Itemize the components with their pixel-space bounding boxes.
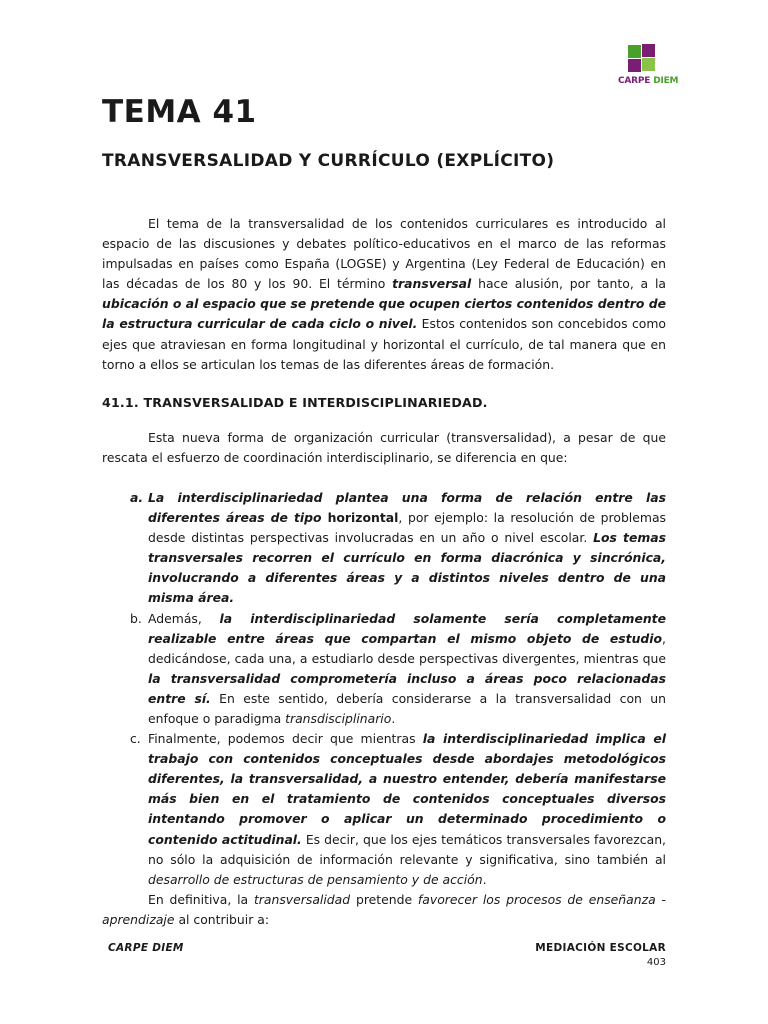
list-marker: b. — [130, 610, 142, 626]
list-marker: a. — [130, 489, 144, 505]
logo-text — [618, 76, 679, 86]
logo-square-purple-top — [642, 44, 655, 57]
logo-word-carpe: CARPE — [618, 76, 651, 86]
carpe-diem-logo — [618, 44, 679, 88]
logo-square-purple-left — [628, 59, 641, 72]
page-subtitle: TRANSVERSALIDAD Y CURRÍCULO (EXPLÍCITO) — [102, 151, 555, 171]
closing-paragraph: En definitiva, la transversalidad pretende favorecer los procesos de enseñanza - aprendizaje al contribuir a: — [102, 891, 666, 927]
logo-word-diem: DIEM — [653, 76, 679, 86]
comparison-list — [102, 488, 666, 890]
logo-square-green-right — [642, 58, 655, 71]
list-marker: c. — [130, 731, 141, 747]
footer-right-label: MEDIACIÓN ESCOLAR — [535, 942, 666, 954]
section-heading: 41.1. TRANSVERSALIDAD E INTERDISCIPLINARIEDAD. — [102, 394, 488, 410]
document-body — [102, 214, 666, 930]
section-paragraph: Esta nueva forma de organización curricular (transversalidad), a pesar de que rescata el esfuerzo de coordinación interdisciplinario, se diferencia en que: — [102, 429, 666, 465]
footer-left-label: CARPE DIEM — [108, 942, 184, 954]
logo-square-green-left — [628, 45, 641, 58]
page-title: TEMA 41 — [102, 94, 257, 130]
page-number: 403 — [646, 957, 666, 968]
list-item-b: b. Además, la interdisciplinariedad solamente sería completamente realizable entre áreas que compartan el mismo objeto de estudio, dedicándose, cada una, a estudiarlo desde perspectivas divergentes, mientras que la transversalidad comprometería incluso a áreas poco relacionadas entre sí. En este sentido, debería considerarse a la transversalidad con un enfoque o paradigma transdisciplinario. — [130, 610, 666, 726]
intro-paragraph: El tema de la transversalidad de los contenidos curriculares es introducido al espacio de las discusiones y debates político-educativos en el marco de las reformas impulsadas en países como España (LOGSE) y Argentina (Ley Federal de Educación) en las décadas de los 80 y los 90. El término transversal hace alusión, por tanto, a la ubicación o al espacio que se pretende que ocupen ciertos contenidos dentro de la estructura curricular de cada ciclo o nivel. Estos contenidos son concebidos como ejes que atraviesan en forma longitudinal y horizontal el currículo, de tal manera que en torno a ellos se articulan los temas de las diferentes áreas de formación. — [102, 216, 666, 372]
list-item-a: a. La interdisciplinariedad plantea una forma de relación entre las diferentes áreas de tipo horizontal, por ejemplo: la resolución de problemas desde distintas perspectivas involucradas en un año o nivel escolar. Los temas transversales recorren el currículo en forma diacrónica y sincrónica, involucrando a diferentes áreas y a distintos niveles dentro de una misma área. — [130, 489, 666, 606]
list-item-c: c. Finalmente, podemos decir que mientras la interdisciplinariedad implica el trabajo con contenidos conceptuales desde abordajes metodológicos diferentes, la transversalidad, a nuestro entender, debería manifestarse más bien en el tratamiento de contenidos conceptuales diversos intentando promover o aplicar un determinado procedimiento o contenido actitudinal. Es decir, que los ejes temáticos transversales favorezcan, no sólo la adquisición de información relevante y significativa, sino también al desarrollo de estructuras de pensamiento y de acción. — [130, 731, 666, 887]
